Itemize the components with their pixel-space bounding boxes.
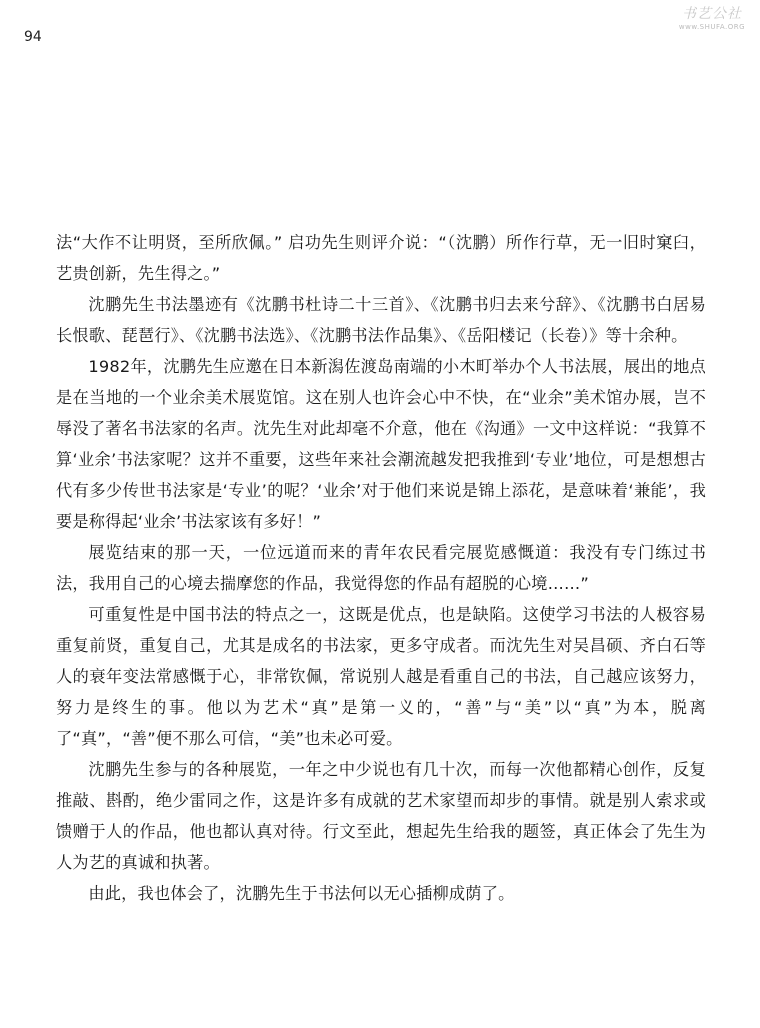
paragraph: 沈鹏先生书法墨迹有《沈鹏书杜诗二十三首》、《沈鹏书归去来兮辞》、《沈鹏书白居易长恨歌、琵琶行》、《沈鹏书法选》、《沈鹏书法作品集》、《岳阳楼记（长卷）》等十余种。: [56, 295, 706, 345]
paragraph: 展览结束的那一天，一位远道而来的青年农民看完展览感慨道：我没有专门练过书法，我用自己的心境去揣摩您的作品，我觉得您的作品有超脱的心境……”: [56, 543, 706, 593]
paragraph: 1982年，沈鹏先生应邀在日本新潟佐渡岛南端的小木町举办个人书法展，展出的地点是在当地的一个业余美术展览馆。这在别人也许会心中不快，在“业余”美术馆办展，岂不辱没了著名书法家的名声。沈先生对此却毫不介意，他在《沟通》一文中这样说：“我算不算‘业余’书法家呢？这并不重要，这些年来社会潮流越发把我推到‘专业’地位，可是想想古代有多少传世书法家是‘专业’的呢？‘业余’对于他们来说是锦上添花，是意味着‘兼能’，我要是称得起‘业余’书法家该有多好！”: [56, 357, 706, 531]
watermark-url: www.SHUFA.ORG: [678, 23, 746, 31]
watermark-logo-text: 书艺公社: [682, 6, 742, 22]
watermark-logo: [674, 6, 750, 40]
body-text: [56, 227, 706, 909]
paragraph: 由此，我也体会了，沈鹏先生于书法何以无心插柳成荫了。: [88, 884, 515, 903]
paragraph-continued: 法“大作不让明贤，至所欣佩。” 启功先生则评介说：“（沈鹏）所作行草，无一旧时窠臼，艺贵创新，先生得之。”: [56, 233, 706, 283]
page-number: 94: [24, 29, 42, 45]
paragraph: 沈鹏先生参与的各种展览，一年之中少说也有几十次，而每一次他都精心创作，反复推敲、斟酌，绝少雷同之作，这是许多有成就的艺术家望而却步的事情。就是别人索求或馈赠于人的作品，他也都认真对待。行文至此，想起先生给我的题签，真正体会了先生为人为艺的真诚和执著。: [56, 760, 706, 872]
paragraph: 可重复性是中国书法的特点之一，这既是优点，也是缺陷。这使学习书法的人极容易重复前贤，重复自己，尤其是成名的书法家，更多守成者。而沈先生对吴昌硕、齐白石等人的衰年变法常感慨于心，非常钦佩，常说别人越是看重自己的书法，自己越应该努力，努力是终生的事。他以为艺术“真”是第一义的，“善”与“美”以“真”为本，脱离了“真”，“善”便不那么可信，“美”也未必可爱。: [56, 605, 706, 748]
